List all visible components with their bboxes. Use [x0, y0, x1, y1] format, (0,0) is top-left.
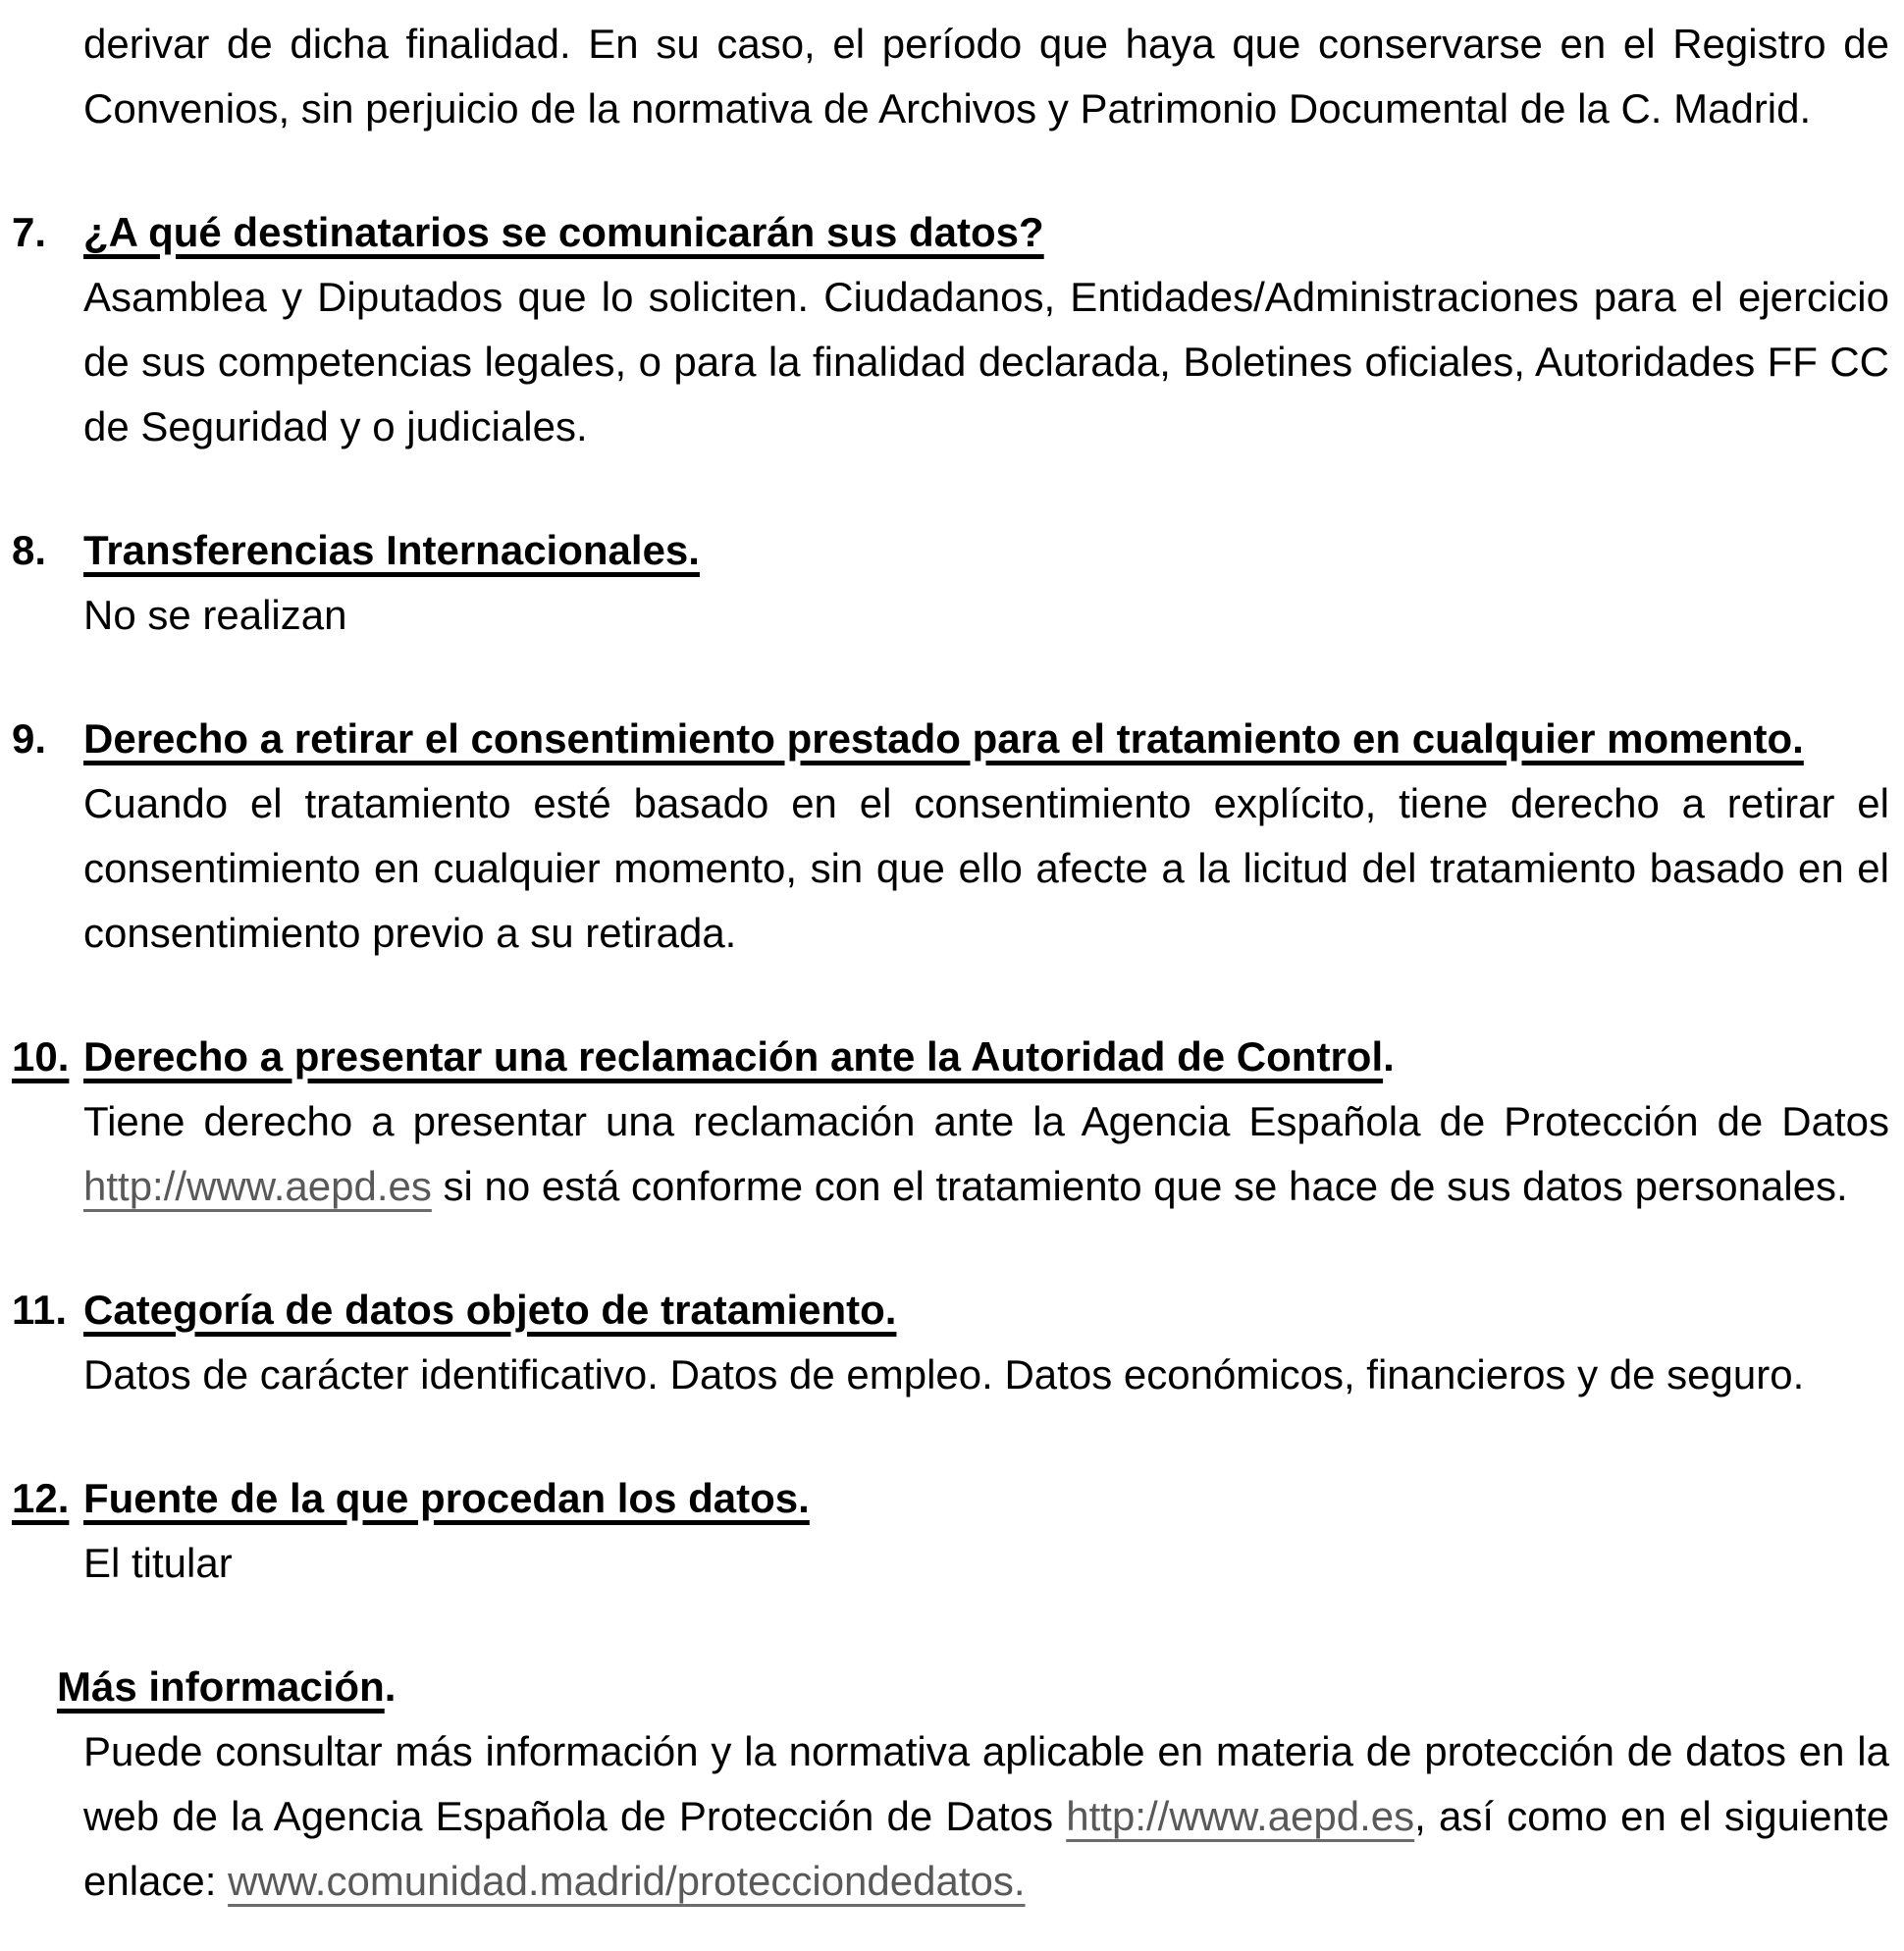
text-line: [83, 1784, 1889, 1849]
text-line: [83, 583, 1889, 648]
hyperlink[interactable]: http://www.aepd.es: [1066, 1793, 1415, 1839]
section-heading: [83, 1025, 1889, 1089]
section-number: 12.: [12, 1475, 70, 1521]
section-number: 11.: [12, 1287, 68, 1333]
section-10: [0, 1025, 1889, 1219]
section-body: [83, 1343, 1889, 1407]
text-span: Tiene derecho a presentar una reclamación ante la Agencia Española de Protección de Datos: [83, 1098, 1889, 1144]
text-span: Cuando el tratamiento esté basado en el consentimiento explícito, tiene derecho a retirar el: [83, 780, 1889, 826]
text-span: de Seguridad y o judiciales.: [83, 403, 588, 449]
text-line: [83, 1531, 1889, 1596]
section-body: [83, 1089, 1889, 1219]
text-line: [83, 901, 1889, 966]
heading-suffix: .: [384, 1663, 397, 1710]
section-9: [0, 707, 1889, 966]
text-span: consentimiento previo a su retirada.: [83, 910, 737, 956]
intro-paragraph: [0, 12, 1889, 141]
text-span: Convenios, sin perjuicio de la normativa de Archivos y Patrimonio Documental de la C. Madrid.: [83, 85, 1812, 132]
section-7: [0, 200, 1889, 459]
section-body: [83, 265, 1889, 459]
section-number: 9.: [12, 715, 47, 762]
text-span: , así como en el siguiente: [1414, 1793, 1889, 1839]
text-line: [83, 330, 1889, 395]
text-span: si no está conforme con el tratamiento que se hace de sus datos personales.: [431, 1163, 1848, 1209]
section-11: [0, 1278, 1889, 1407]
text-line: [83, 265, 1889, 330]
section-heading: [83, 518, 1889, 583]
text-span: derivar de dicha finalidad. En su caso, el período que haya que conservarse en el Registro de: [83, 21, 1889, 67]
text-span: El titular: [83, 1540, 233, 1586]
text-line: [83, 1849, 1889, 1914]
section-body: [83, 583, 1889, 648]
section-body: [83, 771, 1889, 966]
text-line: [83, 1719, 1889, 1784]
section-number: 7.: [12, 209, 47, 255]
text-span: Asamblea y Diputados que lo soliciten. Ciudadanos, Entidades/Administraciones para el ejercicio: [83, 274, 1889, 320]
heading-suffix: .: [1383, 1033, 1395, 1080]
text-line: [83, 1154, 1889, 1219]
hyperlink[interactable]: www.comunidad.madrid/protecciondedatos.: [228, 1858, 1026, 1904]
section-heading: [83, 1466, 1889, 1531]
section-number: 10.: [12, 1033, 70, 1080]
section-body: [83, 1719, 1889, 1914]
heading-underlined-text: Derecho a presentar una reclamación ante la Autoridad de Control: [83, 1033, 1384, 1080]
heading-underlined-text: ¿A qué destinatarios se comunicarán sus datos?: [83, 209, 1044, 255]
section-heading: [83, 707, 1889, 771]
text-line: [83, 77, 1889, 141]
text-span: Datos de carácter identificativo. Datos de empleo. Datos económicos, financieros y de seguro.: [83, 1351, 1805, 1397]
text-line: [83, 771, 1889, 836]
text-span: Puede consultar más información y la normativa aplicable en materia de protección de datos en la: [83, 1728, 1889, 1774]
text-line: [83, 836, 1889, 901]
heading-underlined-text: Fuente de la que procedan los datos.: [83, 1475, 810, 1521]
section-12: [0, 1466, 1889, 1596]
hyperlink[interactable]: http://www.aepd.es: [83, 1163, 432, 1209]
heading-underlined-text: Transferencias Internacionales.: [83, 527, 700, 573]
section-number: 8.: [12, 527, 47, 573]
heading-underlined-text: Más información: [57, 1663, 385, 1710]
paragraph-body: [83, 12, 1889, 141]
text-span: consentimiento en cualquier momento, sin que ello afecte a la licitud del tratamiento basado en el: [83, 845, 1889, 891]
section-more-info: [0, 1655, 1889, 1914]
text-span: de sus competencias legales, o para la finalidad declarada, Boletines oficiales, Autoridades FF CC: [83, 339, 1889, 385]
section-heading: [83, 200, 1889, 265]
text-line: [83, 12, 1889, 77]
text-line: [83, 1089, 1889, 1154]
section-heading: [83, 1278, 1889, 1343]
section-8: [0, 518, 1889, 648]
section-heading: [57, 1655, 1889, 1719]
text-line: [83, 395, 1889, 459]
section-body: [83, 1531, 1889, 1596]
text-span: enlace:: [83, 1858, 229, 1904]
heading-underlined-text: Categoría de datos objeto de tratamiento.: [83, 1287, 897, 1333]
text-span: web de la Agencia Española de Protección de Datos: [83, 1793, 1067, 1839]
text-span: No se realizan: [83, 592, 347, 638]
heading-underlined-text: Derecho a retirar el consentimiento prestado para el tratamiento en cualquier momento.: [83, 715, 1804, 762]
text-line: [83, 1343, 1889, 1407]
